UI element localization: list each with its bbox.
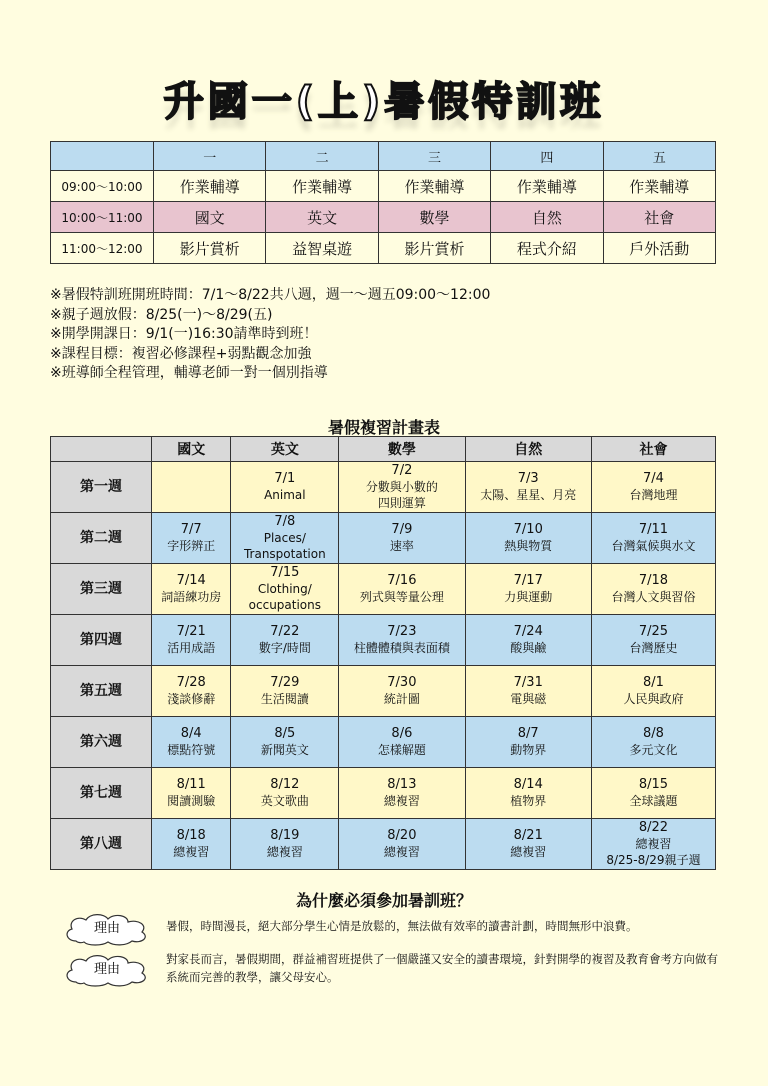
schedule-cell: 作業輔導 bbox=[603, 171, 715, 202]
plan-week-label: 第六週 bbox=[51, 717, 152, 768]
plan-cell-line: 熱與物質 bbox=[504, 539, 553, 553]
plan-week-row bbox=[51, 564, 716, 615]
plan-cell-line: 台灣地理 bbox=[629, 488, 678, 502]
plan-cell-line: 台灣人文與習俗 bbox=[611, 590, 696, 604]
plan-cell bbox=[465, 717, 591, 768]
schedule-cell: 作業輔導 bbox=[491, 171, 603, 202]
reason-cloud-label: 理由 bbox=[93, 921, 120, 936]
plan-cell-line: 8/22 bbox=[638, 820, 669, 835]
plan-cell-line: 動物界 bbox=[510, 743, 547, 757]
plan-cell-line: 7/30 bbox=[387, 675, 417, 690]
schedule-day-header: 二 bbox=[266, 142, 378, 171]
plan-cell bbox=[231, 564, 339, 615]
plan-cell-line: 8/13 bbox=[387, 777, 417, 792]
plan-cell-line: 多元文化 bbox=[629, 743, 678, 757]
reason-text: 對家長而言，暑假期間，群益補習班提供了一個嚴謹又安全的讀書環境，針對開學的複習及教育會考方向做有系統而完善的教學，讓父母安心。 bbox=[166, 952, 718, 984]
plan-cell-line: 8/1 bbox=[643, 675, 664, 690]
plan-cell-line: 8/4 bbox=[180, 726, 202, 741]
plan-cell-line: 8/18 bbox=[176, 828, 206, 843]
daily-schedule-table bbox=[50, 141, 716, 264]
plan-cell bbox=[231, 819, 339, 870]
plan-cell-line: 總複習 bbox=[266, 845, 303, 859]
note-item: ※開學開課日：9/1(一)16:30請準時到班！ bbox=[50, 326, 318, 342]
plan-cell bbox=[465, 666, 591, 717]
plan-cell bbox=[339, 768, 465, 819]
plan-cell-line: 7/16 bbox=[387, 573, 417, 588]
schedule-time: 11:00～12:00 bbox=[51, 233, 154, 264]
plan-cell-line: 8/25-8/29親子週 bbox=[606, 853, 701, 867]
plan-cell-line: 生活閱讀 bbox=[260, 692, 309, 706]
plan-cell-line: 電與磁 bbox=[510, 692, 547, 706]
plan-cell-line: 8/19 bbox=[270, 828, 300, 843]
plan-cell bbox=[152, 462, 231, 513]
reason-text: 暑假，時間漫長，絕大部分學生心情是放鬆的，無法做有效率的讀書計劃，時間無形中浪費。 bbox=[166, 919, 638, 933]
plan-week-label: 第四週 bbox=[51, 615, 152, 666]
plan-cell-line: 標點符號 bbox=[167, 743, 216, 757]
plan-cell bbox=[339, 666, 465, 717]
plan-cell-line: 7/10 bbox=[513, 522, 543, 537]
schedule-day-header: 一 bbox=[154, 142, 266, 171]
plan-cell-line: 酸與鹼 bbox=[510, 641, 547, 655]
note-item: ※暑假特訓班開班時間：7/1～8/22共八週，週一～週五09:00～12:00 bbox=[50, 287, 491, 303]
page-title: 升國一(上)暑假特訓班 bbox=[163, 79, 605, 125]
schedule-cell: 戶外活動 bbox=[603, 233, 715, 264]
schedule-cell: 程式介紹 bbox=[491, 233, 603, 264]
plan-cell-line: 7/18 bbox=[638, 573, 669, 588]
why-title: 為什麼必須參加暑訓班？ bbox=[295, 891, 472, 910]
note-item: ※課程目標：複習必修課程+弱點觀念加強 bbox=[50, 345, 312, 362]
plan-cell-line: 7/21 bbox=[176, 624, 206, 639]
plan-cell bbox=[152, 666, 231, 717]
schedule-time: 10:00～11:00 bbox=[51, 202, 154, 233]
plan-cell bbox=[591, 513, 715, 564]
plan-cell-line: 柱體體積與表面積 bbox=[353, 641, 450, 655]
plan-cell bbox=[465, 564, 591, 615]
plan-cell-line: 7/7 bbox=[180, 522, 202, 537]
plan-week-label: 第二週 bbox=[51, 513, 152, 564]
plan-subject-header: 數學 bbox=[339, 437, 465, 462]
plan-week-row bbox=[51, 462, 716, 513]
plan-cell-line: 活用成語 bbox=[167, 641, 216, 655]
plan-header-row bbox=[51, 437, 716, 462]
plan-cell-line: Transpotation bbox=[243, 547, 326, 561]
plan-cell-line: 8/7 bbox=[517, 726, 539, 741]
schedule-cell: 數學 bbox=[378, 202, 490, 233]
plan-cell-line: 7/2 bbox=[391, 463, 413, 478]
plan-cell-line: Places/ bbox=[263, 531, 306, 545]
plan-subject-header: 國文 bbox=[152, 437, 231, 462]
reason-cloud-label: 理由 bbox=[93, 962, 120, 977]
plan-cell bbox=[591, 768, 715, 819]
plan-cell-line: 7/25 bbox=[638, 624, 669, 639]
plan-cell-line: 7/11 bbox=[638, 522, 669, 537]
plan-cell-line: 8/15 bbox=[638, 777, 669, 792]
plan-week-label: 第三週 bbox=[51, 564, 152, 615]
plan-cell bbox=[339, 462, 465, 513]
schedule-row bbox=[51, 233, 716, 264]
plan-week-row bbox=[51, 615, 716, 666]
plan-cell bbox=[591, 666, 715, 717]
plan-cell-line: 7/24 bbox=[513, 624, 543, 639]
plan-week-row bbox=[51, 513, 716, 564]
plan-cell-line: 總複習 bbox=[383, 845, 420, 859]
plan-cell-line: 詞語練功房 bbox=[161, 590, 222, 604]
plan-cell-line: 8/20 bbox=[387, 828, 417, 843]
reason-cloud bbox=[62, 911, 152, 947]
plan-cell-line: 7/9 bbox=[391, 522, 413, 537]
plan-cell bbox=[339, 717, 465, 768]
plan-cell-line: 數字/時間 bbox=[258, 641, 311, 655]
plan-cell bbox=[152, 513, 231, 564]
plan-cell-line: 7/4 bbox=[643, 471, 664, 486]
plan-cell-line: Animal bbox=[264, 488, 306, 502]
plan-cell-line: 總複習 bbox=[383, 794, 420, 808]
plan-cell-line: occupations bbox=[248, 598, 322, 612]
plan-cell-line: 8/21 bbox=[513, 828, 543, 843]
note-item: ※親子週放假：8/25(一)～8/29(五) bbox=[50, 306, 273, 323]
schedule-row bbox=[51, 171, 716, 202]
plan-cell-line: 人民與政府 bbox=[623, 692, 684, 706]
plan-cell bbox=[152, 564, 231, 615]
plan-week-row bbox=[51, 717, 716, 768]
plan-cell-line: 8/8 bbox=[643, 726, 664, 741]
plan-cell-line: 植物界 bbox=[510, 794, 547, 808]
plan-cell-line: 7/22 bbox=[270, 624, 300, 639]
plan-cell-line: 力與運動 bbox=[504, 590, 553, 604]
plan-cell-line: Clothing/ bbox=[257, 582, 312, 596]
plan-cell bbox=[339, 819, 465, 870]
schedule-corner bbox=[51, 142, 154, 171]
plan-cell-line: 總複習 bbox=[635, 837, 672, 851]
review-plan-table bbox=[50, 436, 716, 870]
schedule-cell: 作業輔導 bbox=[266, 171, 378, 202]
plan-cell-line: 8/11 bbox=[176, 777, 206, 792]
plan-cell bbox=[152, 717, 231, 768]
plan-cell-line: 7/28 bbox=[176, 675, 206, 690]
schedule-time: 09:00～10:00 bbox=[51, 171, 154, 202]
plan-cell-line: 7/14 bbox=[176, 573, 206, 588]
plan-cell-line: 8/6 bbox=[391, 726, 413, 741]
plan-cell-line: 英文歌曲 bbox=[260, 794, 309, 808]
plan-cell bbox=[152, 768, 231, 819]
plan-cell bbox=[339, 513, 465, 564]
plan-cell-line: 閱讀測驗 bbox=[167, 794, 216, 808]
plan-week-label: 第一週 bbox=[51, 462, 152, 513]
plan-cell bbox=[231, 666, 339, 717]
plan-cell-line: 7/17 bbox=[513, 573, 543, 588]
plan-week-label: 第七週 bbox=[51, 768, 152, 819]
plan-cell-line: 四則運算 bbox=[377, 496, 426, 510]
note-item: ※班導師全程管理，輔導老師一對一個別指導 bbox=[50, 365, 328, 381]
plan-title: 暑假複習計畫表 bbox=[327, 418, 440, 437]
plan-cell bbox=[231, 615, 339, 666]
plan-cell-line: 分數與小數的 bbox=[365, 480, 438, 494]
schedule-day-header: 三 bbox=[378, 142, 490, 171]
schedule-cell: 作業輔導 bbox=[154, 171, 266, 202]
plan-cell bbox=[591, 564, 715, 615]
plan-cell bbox=[465, 513, 591, 564]
plan-cell-line: 總複習 bbox=[510, 845, 547, 859]
plan-week-row bbox=[51, 768, 716, 819]
plan-cell-line: 總複習 bbox=[173, 845, 210, 859]
plan-week-row bbox=[51, 819, 716, 870]
schedule-cell: 英文 bbox=[266, 202, 378, 233]
notes-list bbox=[50, 286, 490, 384]
schedule-cell: 國文 bbox=[154, 202, 266, 233]
plan-week-label: 第五週 bbox=[51, 666, 152, 717]
plan-cell bbox=[465, 819, 591, 870]
plan-cell-line: 8/14 bbox=[513, 777, 543, 792]
plan-cell bbox=[339, 564, 465, 615]
schedule-cell: 自然 bbox=[491, 202, 603, 233]
plan-cell-line: 7/1 bbox=[274, 471, 296, 486]
reason-cloud bbox=[62, 952, 152, 988]
plan-cell-line: 7/31 bbox=[513, 675, 543, 690]
plan-week-row bbox=[51, 666, 716, 717]
plan-corner bbox=[51, 437, 152, 462]
plan-cell bbox=[591, 462, 715, 513]
plan-cell-line: 7/29 bbox=[270, 675, 300, 690]
plan-cell-line: 淺談修辭 bbox=[167, 692, 216, 706]
plan-cell-line: 速率 bbox=[389, 539, 414, 553]
plan-cell-line: 太陽、星星、月亮 bbox=[480, 488, 577, 502]
plan-subject-header: 英文 bbox=[231, 437, 339, 462]
plan-cell-line: 台灣氣候與水文 bbox=[611, 539, 696, 553]
plan-cell-line: 全球議題 bbox=[629, 794, 678, 808]
plan-cell bbox=[152, 819, 231, 870]
plan-cell-line: 列式與等量公理 bbox=[359, 590, 444, 604]
plan-cell bbox=[231, 513, 339, 564]
plan-cell-line: 7/3 bbox=[517, 471, 539, 486]
schedule-cell: 作業輔導 bbox=[378, 171, 490, 202]
plan-cell-line: 字形辨正 bbox=[167, 539, 216, 553]
plan-cell-line: 8/12 bbox=[270, 777, 300, 792]
plan-cell bbox=[591, 819, 715, 870]
plan-cell bbox=[465, 768, 591, 819]
plan-cell-line: 怎樣解題 bbox=[377, 743, 426, 757]
plan-cell bbox=[465, 615, 591, 666]
plan-cell bbox=[591, 615, 715, 666]
schedule-row bbox=[51, 202, 716, 233]
plan-week-label: 第八週 bbox=[51, 819, 152, 870]
plan-cell-line: 台灣歷史 bbox=[629, 641, 678, 655]
schedule-day-header: 五 bbox=[603, 142, 715, 171]
plan-cell bbox=[152, 615, 231, 666]
plan-cell bbox=[231, 768, 339, 819]
schedule-cell: 社會 bbox=[603, 202, 715, 233]
plan-subject-header: 社會 bbox=[591, 437, 715, 462]
schedule-cell: 益智桌遊 bbox=[266, 233, 378, 264]
schedule-cell: 影片賞析 bbox=[378, 233, 490, 264]
plan-cell bbox=[339, 615, 465, 666]
plan-cell-line: 新聞英文 bbox=[260, 743, 309, 757]
plan-cell bbox=[231, 717, 339, 768]
schedule-cell: 影片賞析 bbox=[154, 233, 266, 264]
plan-cell bbox=[231, 462, 339, 513]
plan-cell-line: 7/8 bbox=[274, 514, 296, 529]
plan-cell bbox=[591, 717, 715, 768]
plan-cell-line: 8/5 bbox=[274, 726, 296, 741]
plan-cell bbox=[465, 462, 591, 513]
plan-cell-line: 統計圖 bbox=[383, 692, 420, 706]
plan-cell-line: 7/23 bbox=[387, 624, 417, 639]
schedule-header-row bbox=[51, 142, 716, 171]
plan-subject-header: 自然 bbox=[465, 437, 591, 462]
schedule-day-header: 四 bbox=[491, 142, 603, 171]
plan-cell-line: 7/15 bbox=[270, 565, 300, 580]
